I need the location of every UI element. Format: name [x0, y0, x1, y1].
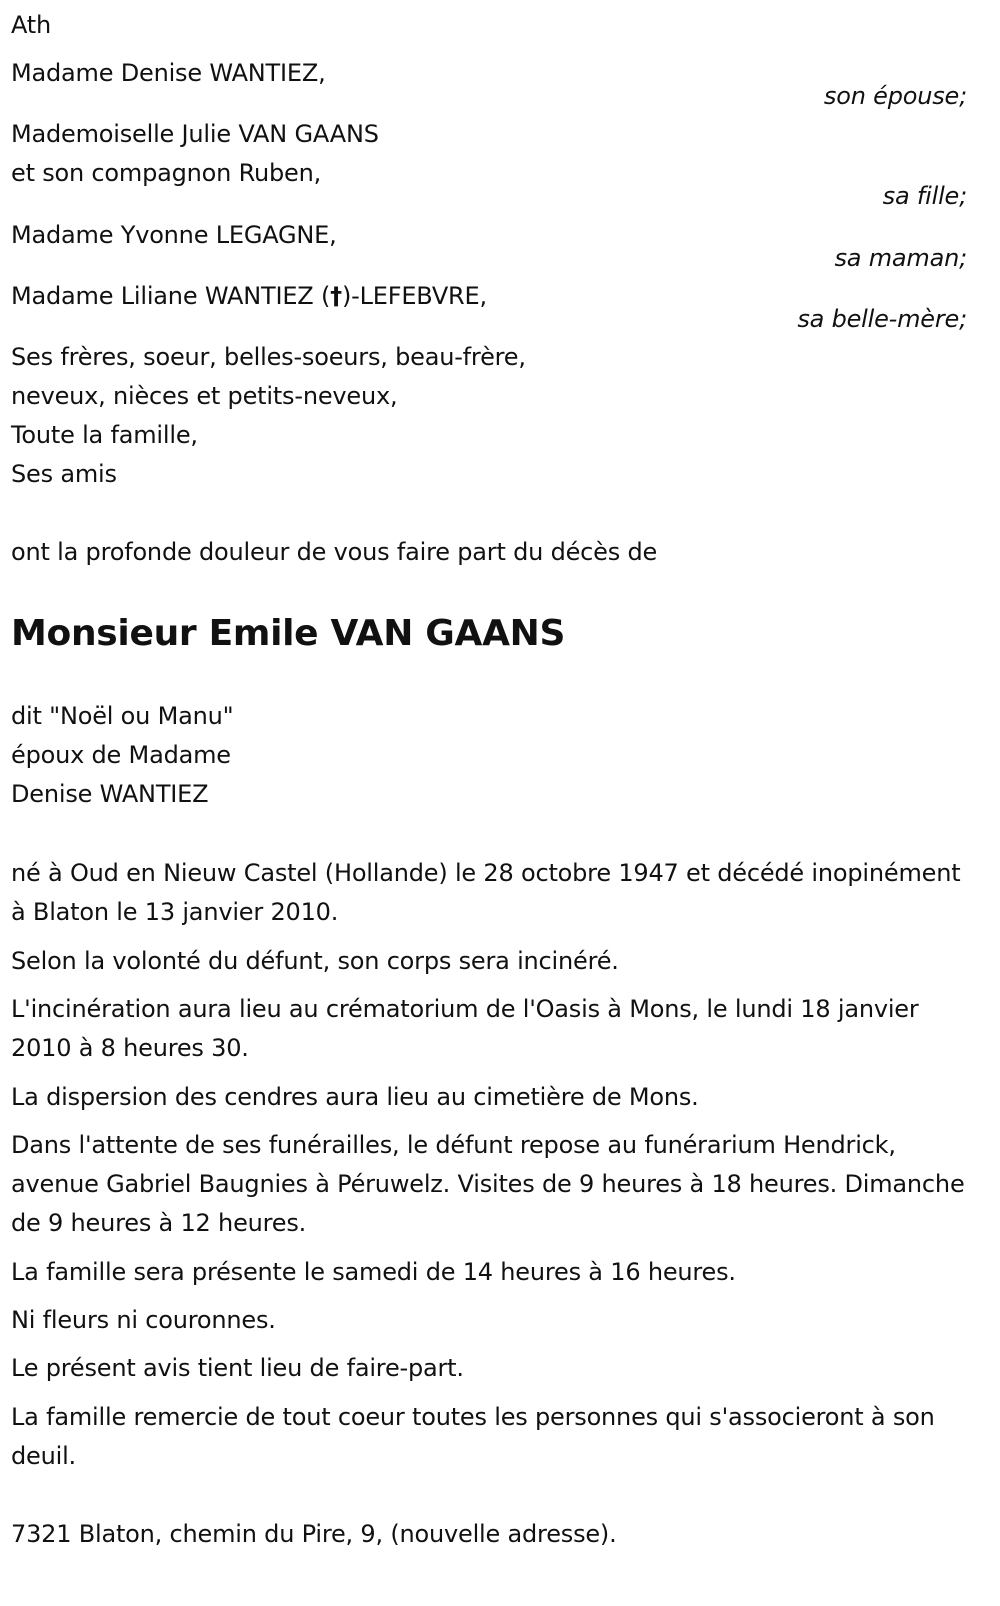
paragraph-ash-dispersion: La dispersion des cendres aura lieu au cimetière de Mons.	[11, 1083, 699, 1111]
location: Ath	[11, 11, 52, 39]
family-member-wife: Madame Denise WANTIEZ,	[11, 59, 326, 87]
others-line-1: Ses frères, soeur, belles-soeurs, beau-frère,	[11, 343, 526, 371]
deceased-spouse-line-2: Denise WANTIEZ	[11, 780, 209, 808]
cross-icon: †	[330, 282, 342, 310]
family-member-mother: Madame Yvonne LEGAGNE,	[11, 221, 337, 249]
mother-in-law-name-part2: )-LEFEBVRE,	[341, 282, 487, 310]
relation-mother: sa maman;	[834, 244, 967, 272]
deceased-spouse-line-1: époux de Madame	[11, 741, 231, 769]
paragraph-birth-death: né à Oud en Nieuw Castel (Hollande) le 28 octobre 1947 et décédé inopinément à Blaton le 13 janvier 2010.	[11, 859, 961, 926]
relation-daughter: sa fille;	[882, 182, 967, 210]
paragraph-cremation-wish: Selon la volonté du défunt, son corps sera incinéré.	[11, 947, 619, 975]
announcement: ont la profonde douleur de vous faire part du décès de	[11, 538, 658, 566]
family-member-daughter-partner: et son compagnon Ruben,	[11, 159, 322, 187]
relation-wife: son épouse;	[823, 82, 967, 110]
paragraph-thanks: La famille remercie de tout coeur toutes les personnes qui s'associeront à son deuil.	[11, 1403, 935, 1470]
others-line-2: neveux, nièces et petits-neveux,	[11, 382, 398, 410]
others-line-4: Ses amis	[11, 460, 117, 488]
paragraph-family-presence: La famille sera présente le samedi de 14 heures à 16 heures.	[11, 1258, 736, 1286]
paragraph-cremation-details: L'incinération aura lieu au crématorium de l'Oasis à Mons, le lundi 18 janvier 2010 à 8 heures 30.	[11, 995, 919, 1062]
deceased-nickname: dit "Noël ou Manu"	[11, 702, 234, 730]
deceased-name: Monsieur Emile VAN GAANS	[11, 613, 566, 654]
family-member-daughter: Mademoiselle Julie VAN GAANS	[11, 120, 379, 148]
relation-mother-in-law: sa belle-mère;	[797, 305, 967, 333]
family-member-mother-in-law	[11, 281, 487, 311]
paragraph-funerarium: Dans l'attente de ses funérailles, le défunt repose au funérarium Hendrick, avenue Gabriel Baugnies à Péruwelz. Visites de 9 heures à 18 heures. Dimanche de 9 heures à 12 heures.	[11, 1131, 965, 1237]
paragraph-no-flowers: Ni fleurs ni couronnes.	[11, 1306, 276, 1334]
address: 7321 Blaton, chemin du Pire, 9, (nouvelle adresse).	[11, 1520, 617, 1548]
others-line-3: Toute la famille,	[11, 421, 198, 449]
paragraph-notice: Le présent avis tient lieu de faire-part.	[11, 1354, 464, 1382]
mother-in-law-name-part1: Madame Liliane WANTIEZ (	[11, 282, 331, 310]
